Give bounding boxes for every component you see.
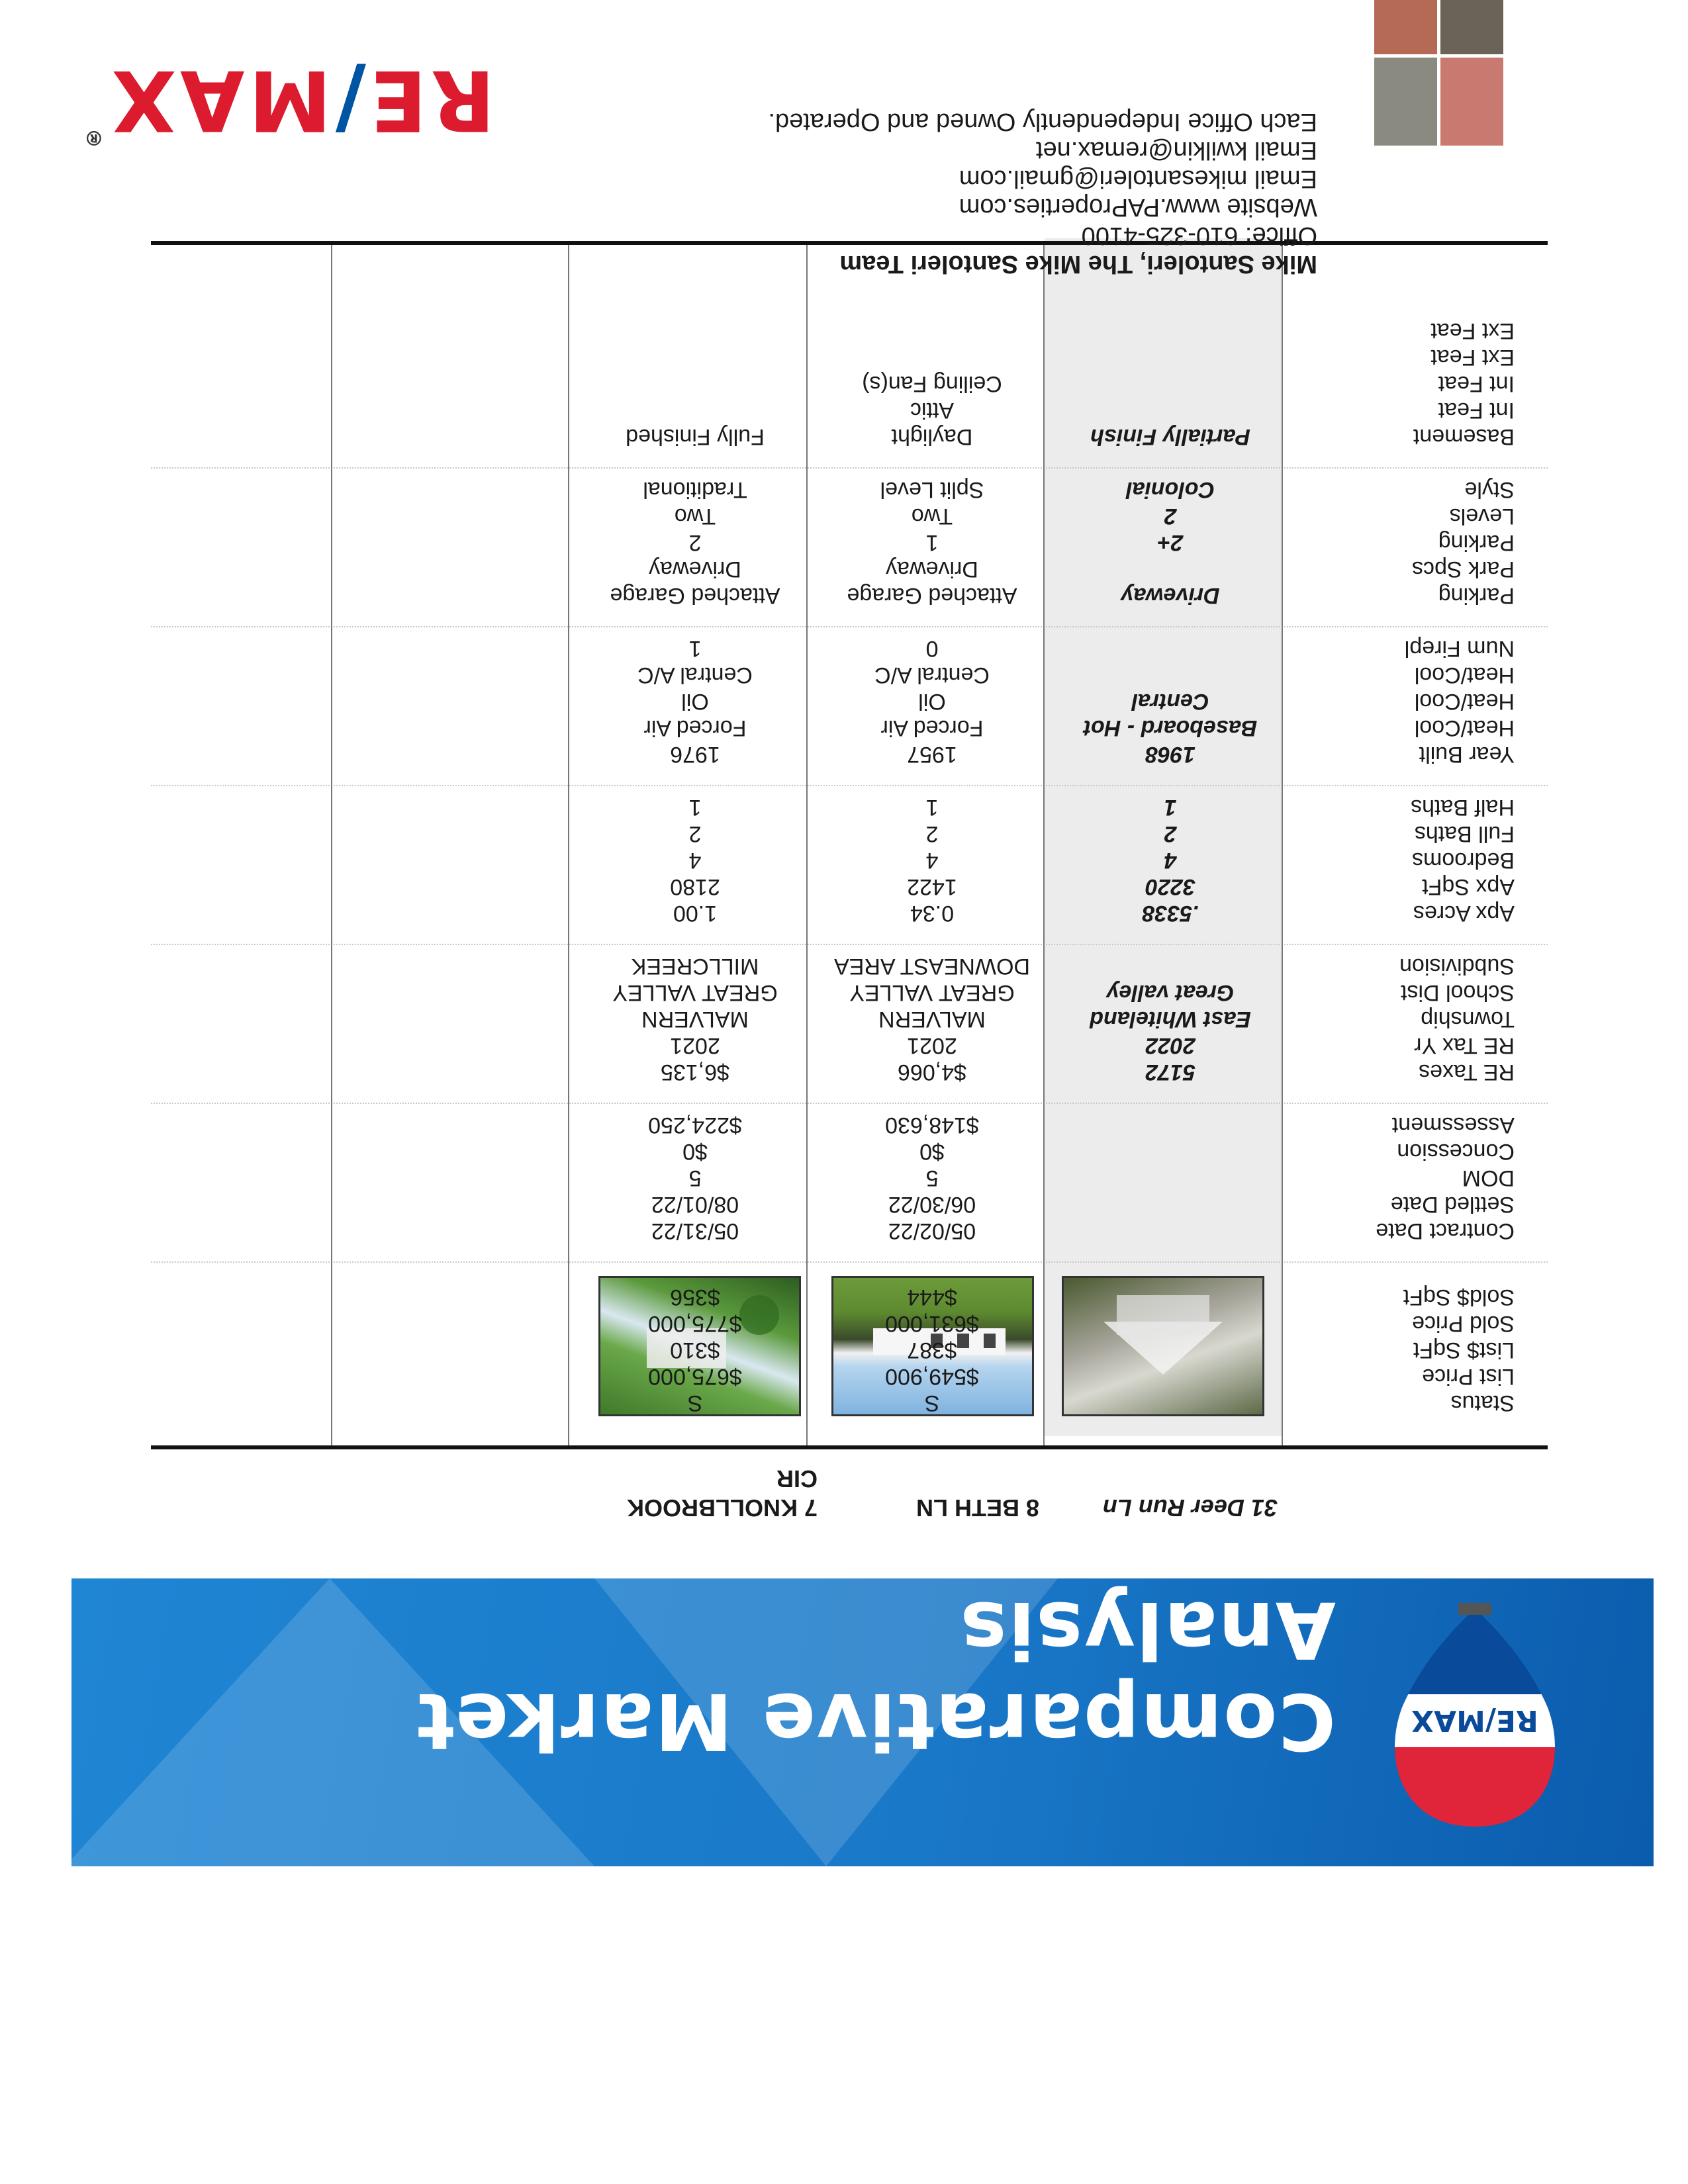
property-photo-subject: [1062, 1276, 1264, 1416]
table-cell: 0.34 1422 4 2 1: [907, 795, 957, 926]
address-comp-1: 8 BETH LN: [915, 1494, 1039, 1522]
row-divider: [151, 1261, 1548, 1263]
agent-email-1: Email mikesantoleri@gmail.com: [959, 165, 1317, 193]
table-cell: 1.00 2180 4 2 1: [670, 795, 720, 926]
row-labels: Year Built Heat/Cool Heat/Cool Heat/Cool Num Firepl: [1404, 636, 1515, 767]
column-divider: [1282, 245, 1283, 1445]
row-divider: [151, 1103, 1548, 1104]
column-divider: [331, 245, 332, 1445]
table-cell: Attached Garage Driveway 2 Two Traditional: [610, 477, 780, 608]
row-labels: Basement Int Feat Int Feat Ext Feat Ext Feat: [1413, 318, 1515, 449]
table-cell: Daylight Attic Ceiling Fan(s): [862, 371, 1002, 449]
row-labels: Apx Acres Apx SqFt Bedrooms Full Baths Half Baths: [1411, 795, 1515, 926]
table-border: [151, 1445, 1548, 1449]
address-comp-2: 7 KNOLLBROOK CIR: [627, 1465, 818, 1522]
table-cell: 1976 Forced Air Oil Central A/C 1: [637, 636, 753, 767]
row-labels: Contract Date Settled Date DOM Concession Assessment: [1376, 1113, 1515, 1244]
agent-photo-1: [1440, 58, 1503, 146]
remax-balloon-icon: [1376, 1602, 1574, 1840]
agent-photo-2: [1374, 58, 1437, 146]
table-cell: Partially Finish: [1090, 424, 1250, 449]
table-cell: Fully Finished: [626, 424, 765, 449]
agent-name: Mike Santoleri, The Mike Santoleri Team: [839, 250, 1317, 278]
table-cell: $6,135 2021 MALVERN GREAT VALLEY MILLCREEK: [612, 954, 778, 1085]
agent-photos: [1374, 0, 1503, 146]
row-divider: [151, 467, 1548, 469]
table-cell: Attached Garage Driveway 1 Two Split Level: [847, 477, 1017, 608]
agent-photo-3: [1440, 0, 1503, 54]
agent-contact: [589, 107, 1317, 278]
agent-email-2: Email kwilkin@remax.net: [1035, 136, 1317, 164]
row-divider: [151, 626, 1548, 627]
address-subject: 31 Deer Run Ln: [1102, 1494, 1278, 1522]
table-cell: 1968 Baseboard - Hot Central: [1083, 689, 1258, 767]
column-divider: [568, 245, 569, 1445]
row-labels: Parking Park Spcs Parking Levels Style: [1412, 477, 1515, 608]
row-divider: [151, 944, 1548, 945]
table-cell: 05/02/22 06/30/22 5 $0 $148,630: [885, 1113, 979, 1244]
table-cell: 1957 Forced Air Oil Central A/C 0: [874, 636, 990, 767]
table-cell: 5172 2022 East Whiteland Great valley: [1090, 980, 1251, 1085]
agent-office: Office: 610-325-4100: [1081, 222, 1317, 250]
house-icon: [1064, 1278, 1262, 1414]
table-cell: 05/31/22 08/01/22 5 $0 $224,250: [648, 1113, 742, 1244]
table-cell: S $675,000 $310 $775,000 $356: [648, 1285, 742, 1416]
row-divider: [151, 785, 1548, 786]
office-disclaimer: Each Office Independently Owned and Operated.: [768, 108, 1317, 136]
column-divider: [806, 245, 808, 1445]
column-divider: [1043, 245, 1045, 1445]
table-cell: Driveway 2+ 2 Colonial: [1121, 477, 1220, 608]
svg-text:RE/MAX: RE/MAX: [1411, 1704, 1538, 1737]
header-banner: [71, 1578, 1654, 1866]
agent-photo-4: [1374, 0, 1437, 54]
table-cell: $4,066 2021 MALVERN GREAT VALLEY DOWNEAST AREA: [834, 954, 1030, 1085]
table-cell: .5338 3220 4 2 1: [1142, 795, 1199, 926]
remax-logo: RE/MAX®: [79, 52, 495, 149]
table-cell: S $549,900 $387 $631,000 $444: [885, 1285, 979, 1416]
agent-website: Website www.PAProperties.com: [959, 193, 1317, 221]
page-title: Comparative Market Analysis: [415, 1584, 1336, 1767]
row-labels: RE Taxes RE Tax Yr Township School Dist Subdivision: [1399, 954, 1515, 1085]
row-labels: Status List Price List$ SqFt Sold Price Sold$ SqFt: [1403, 1285, 1515, 1416]
